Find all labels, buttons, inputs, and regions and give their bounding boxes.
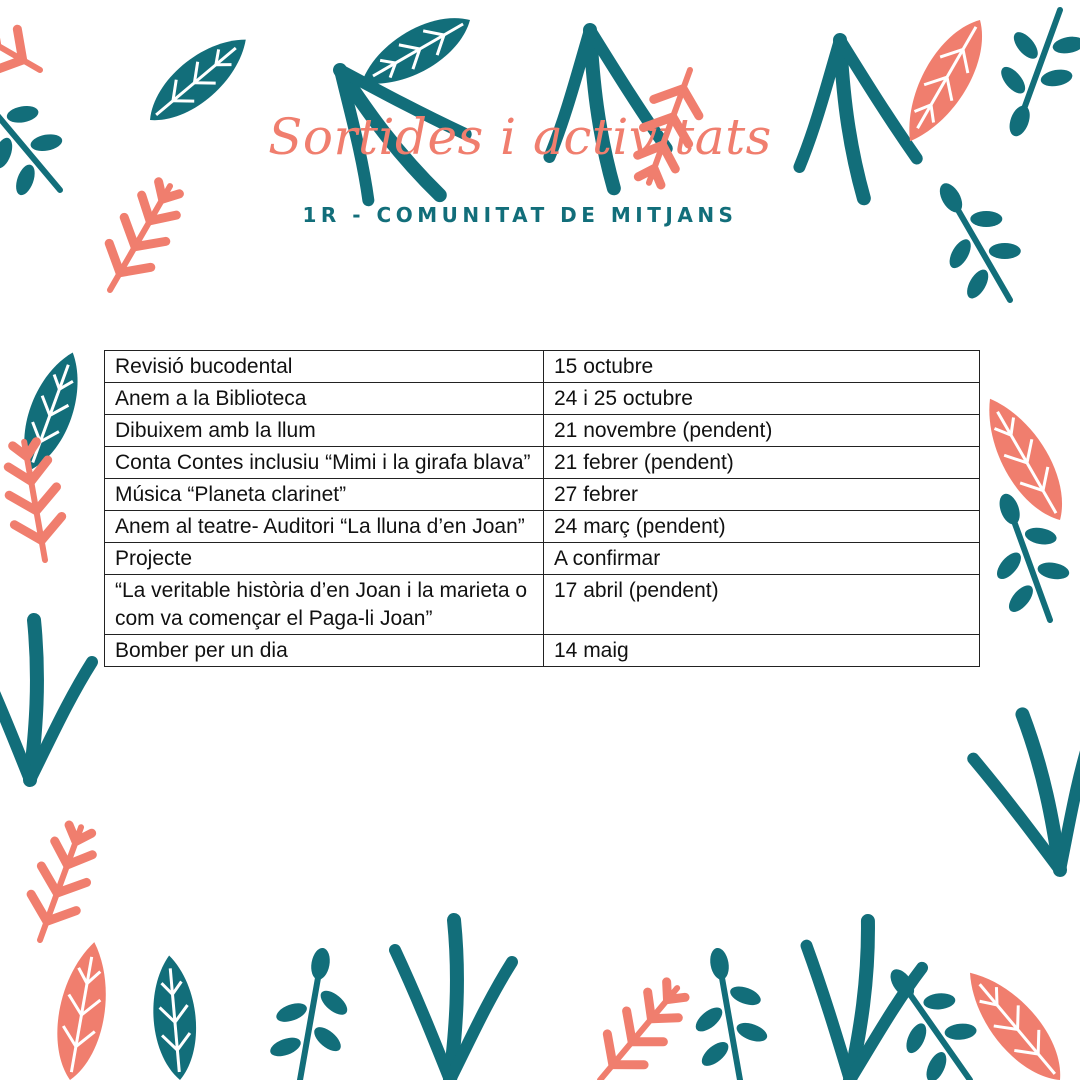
- activity-date: 27 febrer: [544, 479, 980, 511]
- table-row: [105, 543, 980, 575]
- table-row: [105, 415, 980, 447]
- table-row: [105, 635, 980, 667]
- activity-name: Anem al teatre- Auditori “La lluna d’en Joan”: [105, 511, 544, 543]
- table-row: [105, 575, 980, 635]
- activity-date: 14 maig: [544, 635, 980, 667]
- table-row: [105, 447, 980, 479]
- activity-date: A confirmar: [544, 543, 980, 575]
- activity-name: Música “Planeta clarinet”: [105, 479, 544, 511]
- page-subtitle: 1R - COMUNITAT DE MITJANS: [302, 203, 738, 227]
- activity-date: 15 octubre: [544, 351, 980, 383]
- activity-date: 17 abril (pendent): [544, 575, 980, 635]
- activity-name: Dibuixem amb la llum: [105, 415, 544, 447]
- activity-name: “La veritable història d’en Joan i la marieta o com va començar el Paga-li Joan”: [105, 575, 544, 635]
- activity-date: 24 i 25 octubre: [544, 383, 980, 415]
- table-row: [105, 479, 980, 511]
- activity-name: Revisió bucodental: [105, 351, 544, 383]
- activity-name: Conta Contes inclusiu “Mimi i la girafa blava”: [105, 447, 544, 479]
- page-title: Sortides i activitats: [268, 108, 772, 166]
- activity-name: Bomber per un dia: [105, 635, 544, 667]
- table-row: [105, 383, 980, 415]
- activity-date: 21 novembre (pendent): [544, 415, 980, 447]
- activities-table: [104, 350, 980, 667]
- activity-date: 21 febrer (pendent): [544, 447, 980, 479]
- activity-date: 24 març (pendent): [544, 511, 980, 543]
- table-row: [105, 511, 980, 543]
- activity-name: Anem a la Biblioteca: [105, 383, 544, 415]
- table-row: [105, 351, 980, 383]
- activity-name: Projecte: [105, 543, 544, 575]
